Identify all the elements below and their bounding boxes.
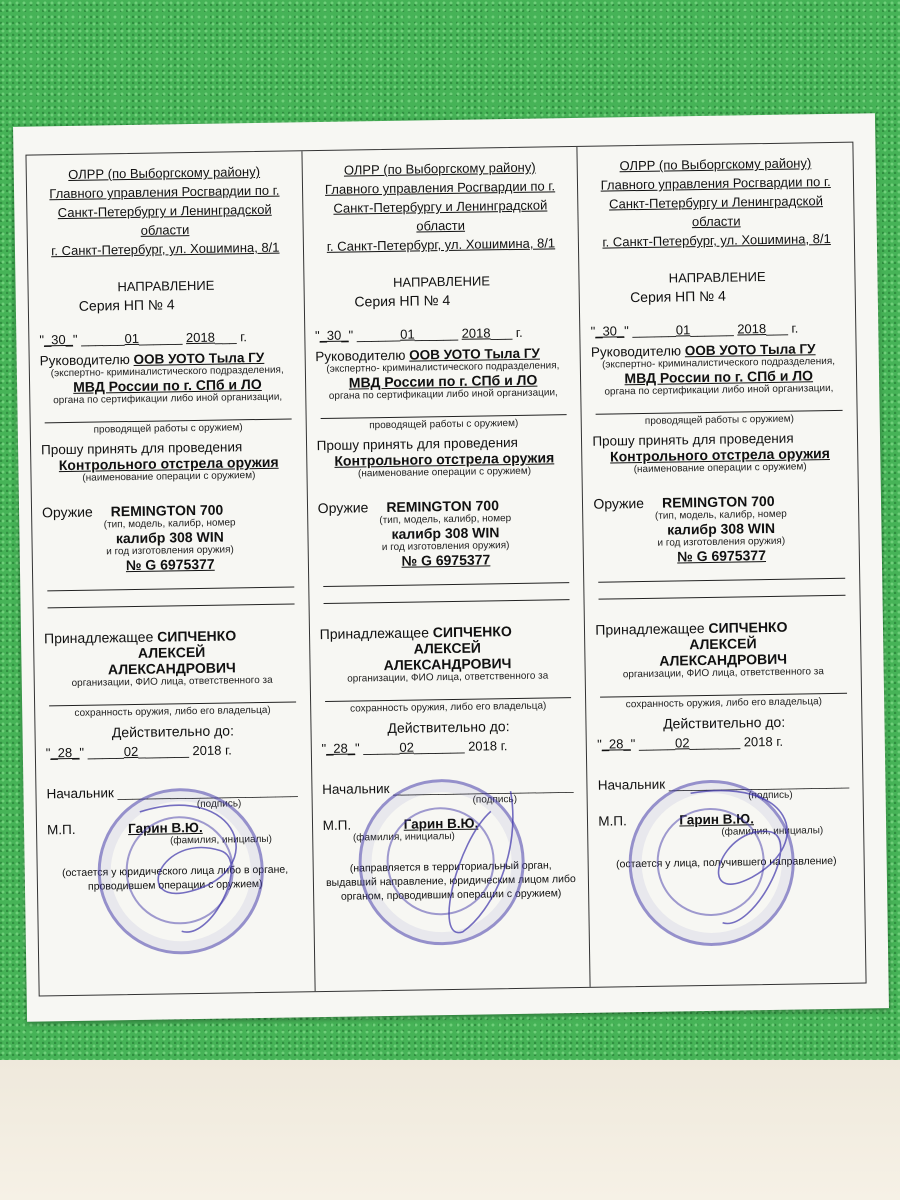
blank-line (49, 687, 296, 706)
owner-middle-name: АЛЕКСАНДРОВИЧ (659, 650, 788, 669)
mp-label: М.П. (322, 817, 352, 834)
floor-surface (0, 1060, 900, 1200)
sign-note: (подпись) (472, 793, 518, 806)
works-note: проводящей работы с оружием) (644, 413, 795, 427)
valid-month: 02 (399, 739, 415, 755)
official-seal-stamp (357, 778, 526, 947)
weapon-label: Оружие (317, 499, 369, 517)
type-note: (тип, модель, калибр, номер (379, 513, 512, 527)
blank-line (599, 581, 846, 600)
signer-name: Гарин В.Ю. (679, 811, 755, 828)
blank-line (323, 585, 570, 604)
doc-title: НАПРАВЛЕНИЕ (392, 273, 491, 290)
weapon-value: REMINGTON 700 (661, 492, 775, 511)
blank-line (325, 683, 572, 702)
caliber-value: калибр 308 WIN (391, 524, 500, 542)
keep-note: сохранность оружия, либо его владельца) (350, 700, 547, 715)
operation-note: (наименование операции с оружием) (633, 461, 807, 476)
form-copy-1 (26, 151, 315, 995)
owner-middle-name: АЛЕКСАНДРОВИЧ (383, 655, 512, 674)
date-year: 2018 (737, 321, 767, 337)
doc-date: "_30_" ______01______ 2018___ г. (39, 329, 248, 348)
valid-month: 02 (674, 735, 690, 751)
org-note: организации, ФИО лица, ответственного за (622, 666, 825, 681)
signature-scribble (99, 790, 261, 952)
expert-note: (экспертно- криминалистического подразделения, (326, 360, 560, 375)
issuer-line: области (691, 213, 741, 230)
chief-label: Начальник (46, 785, 114, 802)
doc-date: "_30_" ______01______ 2018___ г. (314, 324, 523, 344)
request-text: Прошу принять для проведения (316, 434, 519, 454)
weapon-label: Оружие (593, 494, 645, 512)
issuer-line: Санкт-Петербургу и Ленинградской (608, 193, 824, 212)
doc-title: НАПРАВЛЕНИЕ (117, 277, 215, 295)
chief-row: Начальник ________________________ (322, 778, 574, 798)
doc-series: Серия НП № 4 (354, 291, 451, 310)
doc-series: Серия НП № 4 (629, 287, 726, 306)
valid-year: 2018 г. (743, 733, 784, 750)
type-note: (тип, модель, калибр, номер (654, 508, 787, 522)
issuer-line: ОЛРР (по Выборгскому району) (619, 155, 812, 174)
cert-note: органа по сертификации либо иной организации, (328, 387, 558, 402)
date-month: 01 (400, 326, 415, 342)
chief-label: Начальник (597, 776, 666, 793)
chief-label: Начальник (322, 780, 390, 798)
mvd-value: МВД России по г. СПб и ЛО (624, 367, 814, 387)
date-suffix: г. (791, 320, 799, 336)
operation-value: Контрольного отстрела оружия (58, 453, 279, 474)
mvd-value: МВД России по г. СПб и ЛО (73, 375, 262, 395)
year-note: и год изготовления оружия) (106, 544, 234, 558)
signer-name: Гарин В.Ю. (127, 819, 203, 837)
weapon-label: Оружие (41, 503, 93, 521)
paper-sheet (13, 113, 889, 1021)
blank-line (323, 568, 570, 587)
weapon-value: REMINGTON 700 (110, 501, 224, 520)
owner-label: Принадлежащее (319, 624, 430, 643)
operation-note: (наименование операции с оружием) (82, 470, 256, 484)
head-value: ООВ УОТО Тыла ГУ (133, 349, 265, 367)
head-value: ООВ УОТО Тыла ГУ (684, 341, 816, 359)
issuer-line: Главного управления Росгвардии по г. (324, 178, 556, 197)
footer-note: (остается у лица, получившего направление) (616, 854, 837, 871)
serial-number: № G 6975377 (677, 547, 767, 565)
operation-value: Контрольного отстрела оружия (334, 449, 555, 469)
owner-first-name: АЛЕКСЕЙ (137, 643, 206, 661)
valid-label: Действительно до: (387, 718, 510, 737)
issuer-address: г. Санкт-Петербург, ул. Хошимина, 8/1 (326, 235, 556, 254)
serial-number: № G 6975377 (125, 555, 215, 574)
valid-date: "_28_" _____02_______ 2018 г. (597, 733, 784, 752)
request-text: Прошу принять для проведения (592, 430, 794, 449)
keep-note: сохранность оружия, либо его владельца) (74, 704, 271, 719)
blank-line (598, 564, 845, 583)
date-day: _30_ (43, 331, 74, 348)
valid-date: "_28_" _____02_______ 2018 г. (321, 738, 508, 757)
valid-year: 2018 г. (468, 738, 508, 754)
doc-title: НАПРАВЛЕНИЕ (668, 269, 766, 286)
signer-name: Гарин В.Ю. (403, 815, 479, 832)
valid-month: 02 (123, 743, 139, 760)
blank-line (596, 396, 843, 415)
blank-line (47, 572, 294, 591)
valid-year: 2018 г. (192, 742, 232, 759)
date-month: 01 (675, 322, 691, 338)
mp-label: М.П. (46, 821, 76, 838)
footer-note: (остается у юридического лица либо в органе, проводившем операции с оружием) (61, 863, 289, 893)
issuer-line: Санкт-Петербургу и Ленинградской (57, 201, 272, 221)
issuer-header (312, 157, 568, 256)
date-suffix: г. (515, 324, 523, 340)
valid-day: _28_ (326, 740, 356, 756)
name-note: (фамилия, инициалы) (169, 833, 273, 847)
issuer-line: ОЛРР (по Выборгскому району) (68, 163, 261, 182)
valid-day: _28_ (50, 744, 80, 761)
valid-label: Действительно до: (662, 713, 786, 732)
blank-line (47, 589, 294, 608)
owner-label: Принадлежащее (595, 620, 705, 638)
cert-note: органа по сертификации либо иной организации, (604, 382, 834, 398)
owner-last-name: СИПЧЕНКО (708, 618, 788, 636)
operation-value: Контрольного отстрела оружия (609, 445, 830, 465)
issuer-line: Санкт-Петербургу и Ленинградской (333, 197, 548, 216)
mp-label: М.П. (598, 813, 627, 829)
issuer-address: г. Санкт-Петербург, ул. Хошимина, 8/1 (602, 230, 831, 250)
chief-row: Начальник ________________________ (597, 773, 850, 793)
head-label: Руководителю (315, 347, 406, 365)
org-note: организации, ФИО лица, ответственного за (71, 674, 273, 689)
issuer-header (588, 153, 844, 252)
head-value: ООВ УОТО Тыла ГУ (409, 345, 540, 363)
date-suffix: г. (240, 329, 248, 345)
keep-note: сохранность оружия, либо его владельца) (625, 696, 823, 711)
doc-series: Серия НП № 4 (78, 296, 175, 314)
issuer-line: области (416, 217, 466, 234)
owner-first-name: АЛЕКСЕЙ (413, 639, 482, 657)
caliber-value: калибр 308 WIN (667, 519, 776, 538)
owner-label: Принадлежащее (43, 628, 154, 647)
year-note: и год изготовления оружия) (381, 540, 510, 554)
request-text: Прошу принять для проведения (40, 439, 243, 458)
valid-day: _28_ (601, 736, 631, 752)
year-note: и год изготовления оружия) (657, 535, 786, 549)
head-label: Руководителю (590, 343, 682, 360)
blank-line (44, 404, 291, 423)
owner-first-name: АЛЕКСЕЙ (689, 635, 757, 653)
signature-scribble (360, 781, 522, 943)
owner-last-name: СИПЧЕНКО (157, 627, 237, 645)
footer-note: (направляется в территориальный орган, выдавший направление, юридическим лицом либо органом, проводившим операции с оружием) (325, 859, 576, 903)
works-note: проводящей работы с оружием) (93, 422, 243, 436)
date-year: 2018 (461, 325, 491, 341)
issuer-header (37, 161, 293, 260)
issuer-line: ОЛРР (по Выборгскому району) (343, 159, 536, 178)
org-note: организации, ФИО лица, ответственного за (347, 670, 549, 685)
type-note: (тип, модель, калибр, номер (103, 517, 236, 531)
works-note: проводящей работы с оружием) (369, 417, 519, 432)
name-note: (фамилия, инициалы) (721, 825, 824, 838)
weapon-value: REMINGTON 700 (386, 497, 500, 516)
caliber-value: калибр 308 WIN (115, 528, 224, 547)
name-note: (фамилия, инициалы) (352, 830, 455, 844)
date-month: 01 (124, 330, 140, 347)
signature-scribble (631, 782, 793, 944)
issuer-line: области (140, 222, 190, 238)
date-day: _30_ (319, 327, 349, 344)
blank-line (320, 400, 567, 419)
doc-date: "_30_" ______01______ 2018___ г. (590, 320, 799, 339)
owner-middle-name: АЛЕКСАНДРОВИЧ (107, 659, 236, 678)
valid-label: Действительно до: (111, 722, 235, 741)
official-seal-stamp (628, 779, 797, 948)
date-year: 2018 (185, 329, 216, 346)
form-copy-2 (302, 147, 591, 991)
sign-note: (подпись) (748, 789, 793, 802)
serial-number: № G 6975377 (401, 551, 491, 569)
issuer-line: Главного управления Росгвардии по г. (600, 173, 831, 193)
sign-note: (подпись) (196, 798, 242, 811)
issuer-line: Главного управления Росгвардии по г. (49, 182, 280, 202)
official-seal-stamp (96, 787, 265, 956)
date-day: _30_ (595, 323, 625, 339)
blank-line (600, 679, 847, 698)
expert-note: (экспертно- криминалистического подразделения, (601, 355, 836, 371)
expert-note: (экспертно- криминалистического подразделения, (50, 364, 284, 380)
operation-note: (наименование операции с оружием) (357, 465, 532, 480)
cert-note: органа по сертификации либо иной организации, (53, 391, 283, 407)
mvd-value: МВД России по г. СПб и ЛО (348, 371, 538, 391)
form-copy-3 (578, 143, 866, 987)
issuer-address: г. Санкт-Петербург, ул. Хошимина, 8/1 (51, 239, 280, 259)
referral-form-table (25, 142, 866, 997)
chief-row: Начальник ________________________ (46, 782, 298, 802)
valid-date: "_28_" _____02_______ 2018 г. (45, 742, 232, 761)
owner-last-name: СИПЧЕНКО (432, 623, 512, 641)
head-label: Руководителю (39, 352, 130, 369)
